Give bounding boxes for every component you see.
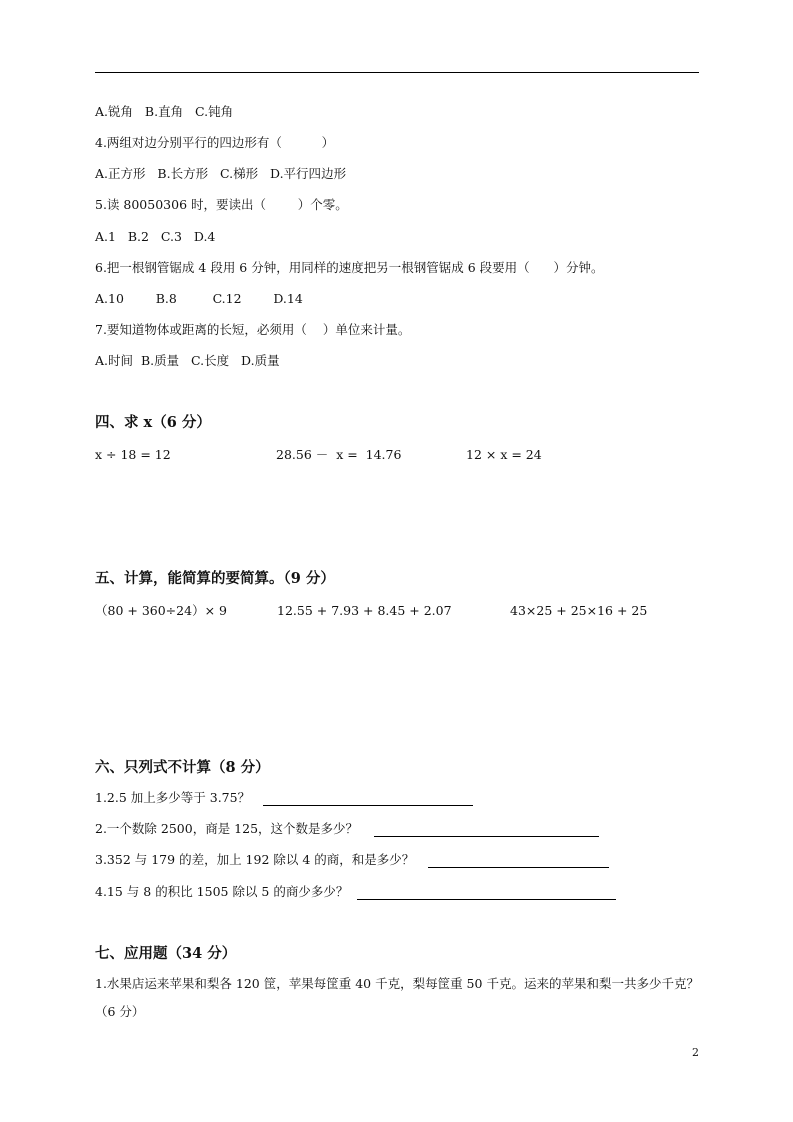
answer-blank-2[interactable] bbox=[374, 836, 599, 837]
section-7-title: 七、应用题（34 分） bbox=[95, 945, 237, 962]
header-rule bbox=[95, 72, 699, 73]
section-6-title: 六、只列式不计算（8 分） bbox=[95, 759, 270, 776]
answer-blank-1[interactable] bbox=[263, 805, 473, 806]
sec5-expression-2: 12.55 + 7.93 + 8.45 + 2.07 bbox=[277, 603, 452, 618]
sec7-question-1: 1.水果店运来苹果和梨各 120 筐，苹果每筐重 40 千克，梨每筐重 50 千克。运来的苹果和梨一共多少千克？（6 分） bbox=[95, 976, 699, 1019]
sec6-item-2: 2.一个数除 2500，商是 125，这个数是多少？ bbox=[95, 821, 359, 836]
sec6-item-3: 3.352 与 179 的差，加上 192 除以 4 的商，和是多少？ bbox=[95, 852, 415, 867]
q4-options: A.正方形 B.长方形 C.梯形 D.平行四边形 bbox=[95, 166, 347, 181]
sec6-item-1: 1.2.5 加上多少等于 3.75？ bbox=[95, 790, 251, 805]
question-5: 5.读 80050306 时，要读出（ ）个零。 bbox=[95, 197, 348, 212]
q5-options: A.1 B.2 C.3 D.4 bbox=[95, 229, 216, 244]
section-4-title: 四、求 x（6 分） bbox=[95, 414, 211, 431]
section-5-title: 五、计算，能简算的要简算。（9 分） bbox=[95, 570, 335, 587]
sec5-expression-1: （80 + 360÷24）× 9 bbox=[95, 603, 227, 618]
sec4-equation-3: 12 × x = 24 bbox=[466, 447, 542, 462]
answer-blank-4[interactable] bbox=[357, 899, 616, 900]
sec6-item-4: 4.15 与 8 的积比 1505 除以 5 的商少多少？ bbox=[95, 884, 349, 899]
question-6: 6.把一根钢管锯成 4 段用 6 分钟，用同样的速度把另一根钢管锯成 6 段要用（ ）分钟。 bbox=[95, 260, 604, 275]
q6-options: A.10 B.8 C.12 D.14 bbox=[95, 291, 303, 306]
sec5-expression-3: 43×25 + 25×16 + 25 bbox=[510, 603, 648, 618]
question-7: 7.要知道物体或距离的长短，必须用（ ）单位来计量。 bbox=[95, 322, 411, 337]
sec4-equation-2: 28.56 － x = 14.76 bbox=[276, 447, 402, 462]
sec4-equation-1: x ÷ 18 = 12 bbox=[95, 447, 171, 462]
answer-blank-3[interactable] bbox=[428, 867, 609, 868]
q3-options: A.锐角 B.直角 C.钝角 bbox=[95, 104, 234, 119]
question-4: 4.两组对边分别平行的四边形有（ ） bbox=[95, 135, 335, 150]
page-number: 2 bbox=[692, 1046, 699, 1059]
q7-options: A.时间 B.质量 C.长度 D.质量 bbox=[95, 353, 280, 368]
